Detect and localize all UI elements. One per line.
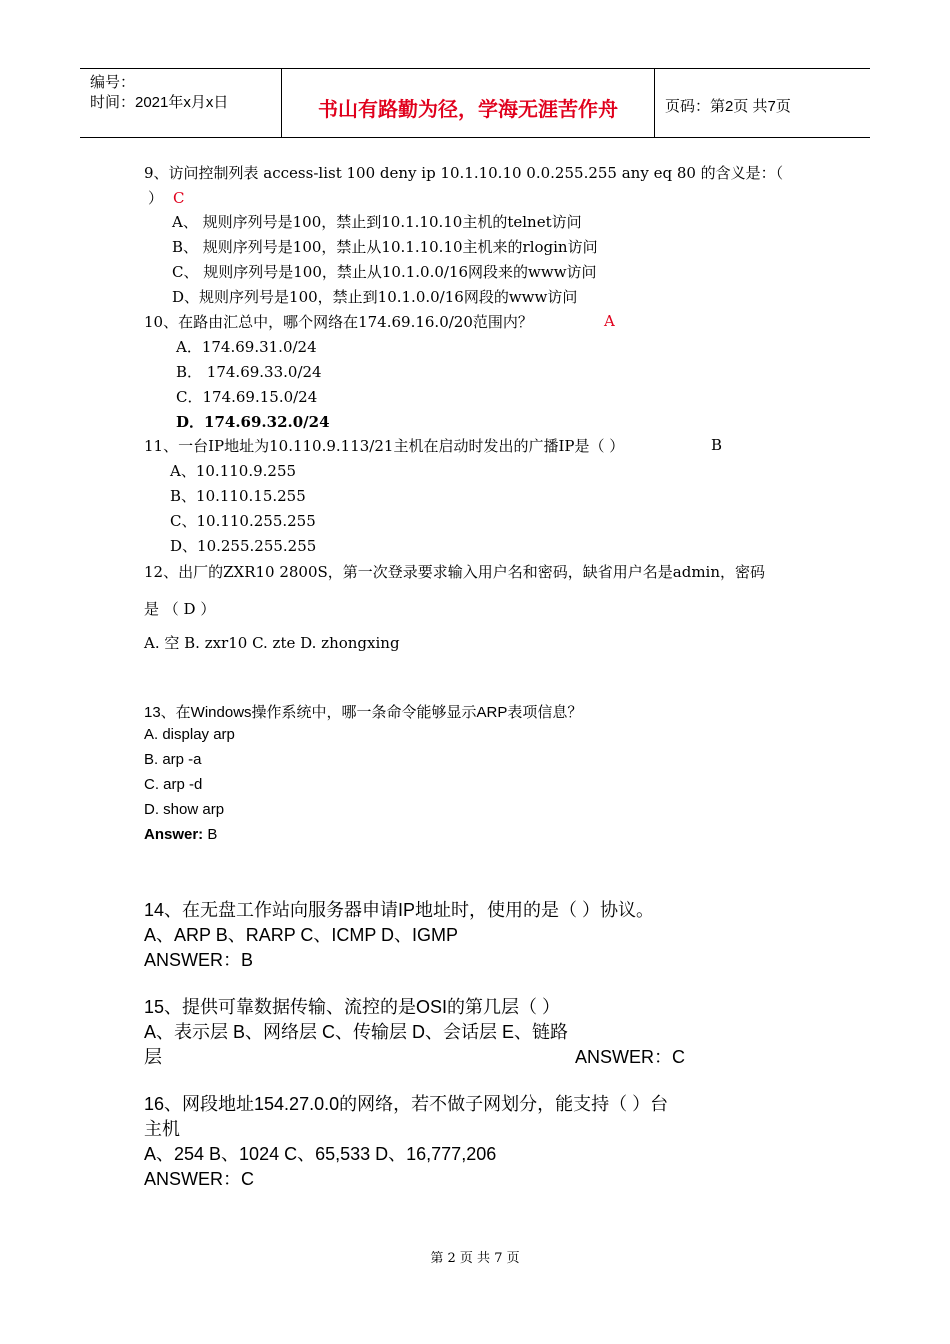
- header-motto: 书山有路勤为径，学海无涯苦作舟: [318, 99, 618, 121]
- q11-option-c: C、10.110.255.255: [170, 512, 316, 530]
- q10-answer: A: [604, 312, 615, 330]
- q10-stem: 10、在路由汇总中，哪个网络在174.69.16.0/20范围内？: [144, 313, 533, 331]
- q16-stem-line2: 主机: [144, 1119, 180, 1139]
- q13-answer: B: [203, 826, 218, 843]
- q9-answer: C: [173, 189, 185, 207]
- q13-option-c: C. arp -d: [144, 776, 203, 793]
- q13-option-b: B. arp -a: [144, 751, 202, 768]
- q11-answer: B: [711, 436, 723, 454]
- q13-answer-line: [144, 826, 217, 843]
- q10-option-c: C．174.69.15.0/24: [176, 388, 318, 406]
- header-time: 时间：2021年x月x日: [90, 94, 229, 111]
- q10-option-b: B． 174.69.33.0/24: [176, 363, 322, 381]
- q12-stem-line1: 12、出厂的ZXR10 2800S，第一次登录要求输入用户名和密码，缺省用户名是admin，密码: [144, 563, 766, 581]
- header-page: 页码：第2页 共7页: [665, 98, 791, 115]
- q13-answer-label: Answer:: [144, 826, 204, 843]
- header-number: 编号：: [90, 74, 136, 91]
- q9-paren: ）: [148, 189, 164, 207]
- page-footer: 第 2 页 共 7 页: [430, 1251, 520, 1266]
- q9-stem-line2: [148, 187, 185, 208]
- q16-stem: 16、网段地址154.27.0.0的网络，若不做子网划分，能支持（ ）台: [144, 1094, 669, 1114]
- q9-stem-line1: 9、访问控制列表 access-list 100 deny ip 10.1.10.10 0.0.255.255 any eq 80 的含义是：（: [144, 164, 784, 182]
- page-header: [80, 68, 870, 138]
- header-center-cell: [282, 69, 655, 137]
- q16-options: A、254 B、1024 C、65,533 D、16,777,206: [144, 1144, 497, 1164]
- q16-answer: ANSWER：C: [144, 1169, 255, 1189]
- q11-option-a: A、10.110.9.255: [170, 462, 297, 480]
- q15-options-cont: 层: [144, 1047, 162, 1067]
- q10-option-d: D．174.69.32.0/24: [176, 413, 330, 431]
- q11-stem: 11、一台IP地址为10.110.9.113/21主机在启动时发出的广播IP是（ ）: [144, 437, 625, 455]
- q14-answer: ANSWER：B: [144, 950, 254, 970]
- header-right-cell: [655, 69, 870, 137]
- q9-option-d: D、规则序列号是100，禁止到10.1.0.0/16网段的www访问: [172, 288, 578, 306]
- q15-stem: 15、提供可靠数据传输、流控的是OSI的第几层（ ）: [144, 997, 561, 1017]
- q13-option-d: D. show arp: [144, 801, 225, 818]
- q11-option-d: D、10.255.255.255: [170, 537, 317, 555]
- q9-option-c: C、 规则序列号是100，禁止从10.1.0.0/16网段来的www访问: [172, 263, 597, 281]
- q12-options: A. 空 B. zxr10 C. zte D. zhongxing: [144, 634, 400, 652]
- q14-options: A、ARP B、RARP C、ICMP D、IGMP: [144, 925, 459, 945]
- q14-stem: 14、在无盘工作站向服务器申请IP地址时，使用的是（ ）协议。: [144, 900, 655, 920]
- header-left-cell: [80, 69, 282, 137]
- q10-option-a: A．174.69.31.0/24: [176, 338, 317, 356]
- q11-option-b: B、10.110.15.255: [170, 487, 306, 505]
- q13-option-a: A. display arp: [144, 726, 235, 743]
- q15-options: A、表示层 B、网络层 C、传输层 D、会话层 E、链路: [144, 1022, 569, 1042]
- q13-stem: 13、在Windows操作系统中，哪一条命令能够显示ARP表项信息？: [144, 704, 583, 721]
- q9-option-b: B、 规则序列号是100，禁止从10.1.10.10主机来的rlogin访问: [172, 238, 598, 256]
- q9-option-a: A、 规则序列号是100，禁止到10.1.10.10主机的telnet访问: [172, 213, 582, 231]
- q12-stem-line2: 是 （ D ）: [144, 600, 216, 618]
- q15-answer: ANSWER：C: [575, 1047, 686, 1067]
